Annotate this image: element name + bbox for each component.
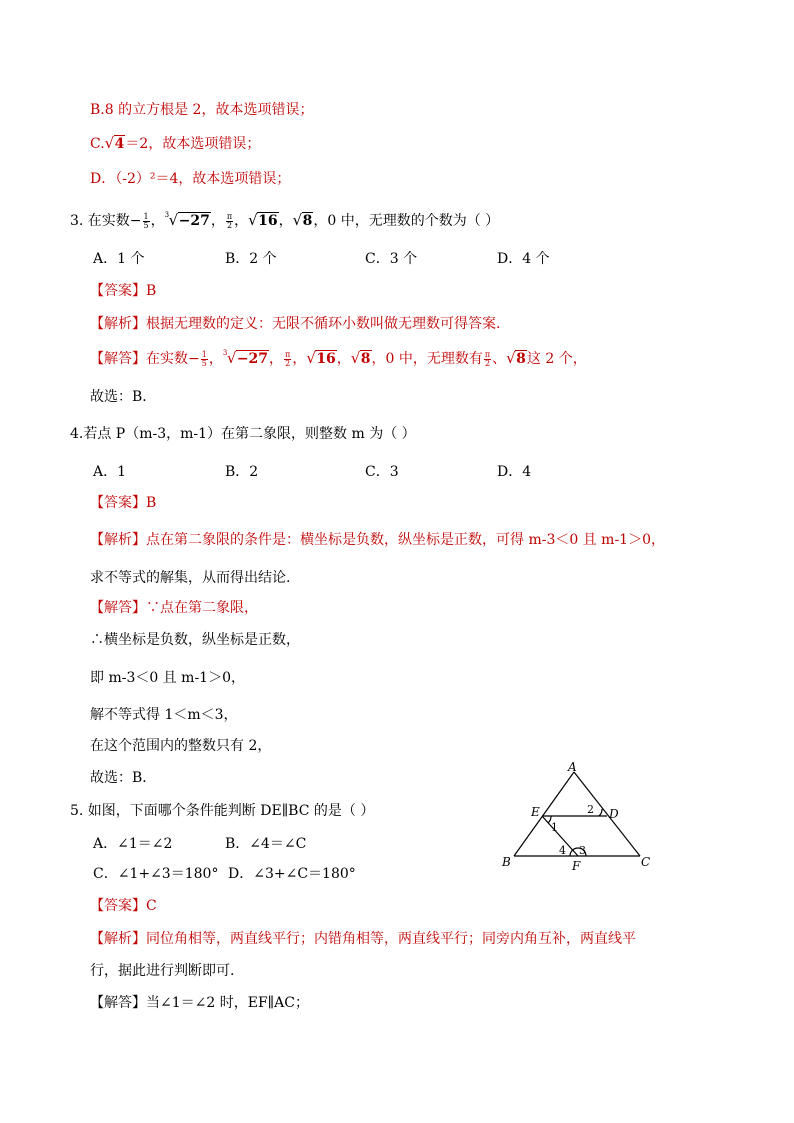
- q3-frac-1-5: [143, 213, 150, 230]
- q3-sol-ans-pi-2: [484, 351, 491, 368]
- q4-solution-2: ∴横坐标是负数，纵坐标是正数，: [90, 632, 300, 648]
- q5-analysis-1: 【解析】同位角相等，两直线平行；内错角相等，两直线平行；同旁内角互补，两直线平: [90, 931, 636, 947]
- q4-answer: 【答案】B: [90, 495, 157, 511]
- frac-den: 5: [143, 220, 149, 230]
- q4-option-b: B．2: [225, 464, 259, 480]
- q4-option-d: D．4: [497, 464, 532, 480]
- label-c: C: [641, 855, 651, 869]
- label-a: A: [568, 760, 577, 774]
- q3-sol-cbrt: 3 √ −27: [227, 349, 269, 369]
- sqrt-4-radicand: 4: [114, 136, 125, 152]
- q5-option-c: C．∠1+∠3＝180°: [93, 866, 219, 882]
- q5-option-a: A．∠1＝∠2: [93, 836, 173, 852]
- pi-num: π: [285, 349, 291, 359]
- cbrt-index: 3: [222, 349, 228, 357]
- q4-solution-5: 在这个范围内的整数只有 2，: [90, 738, 272, 754]
- q3-option-b: B．2 个: [225, 251, 277, 267]
- q4-solution-1: 【解答】∵点在第二象限，: [90, 600, 258, 616]
- q5-analysis-2: 行，据此进行判断即可.: [90, 963, 235, 979]
- angle-arc-2: [599, 809, 602, 816]
- label-b: B: [502, 855, 511, 869]
- sqrt8-radicand: 8: [360, 351, 371, 367]
- pi-num: π: [484, 349, 491, 359]
- q3-sol-pi-2: [284, 351, 291, 368]
- pi-den: 2: [285, 358, 291, 368]
- option-b-explanation: B.8 的立方根是 2，故本选项错误；: [90, 102, 314, 118]
- frac-num: 1: [201, 349, 207, 359]
- q3-suffix: ，0 中，无理数的个数为（ ）: [313, 213, 500, 229]
- q3-question: 3. 在实数− $\frac{1}{5}$ ， 3 √ −27， $\frac{\pi}{2}$ ， √ 16， √ 8，0 中，无理数的个数为（ ）: [70, 211, 499, 231]
- cbrt-radicand: −27: [178, 213, 210, 229]
- option-c-suffix: ＝2，故本选项错误；: [125, 136, 261, 152]
- option-d-explanation: D．（-2）²＝4，故本选项错误；: [90, 171, 291, 187]
- q3-option-d: D．4 个: [497, 251, 550, 267]
- q3-solution: 【解答】在实数− $\frac{1}{5}$ ， 3 √ −27， $\frac{\pi}{2}$ ， √ 16， √ 8，0 中，无理数有 $\frac{\pi}{2}$ 、 √ 8这 2 个，: [90, 349, 587, 369]
- q3-sol-sqrt16: √ 16: [306, 349, 336, 367]
- pi-den: 2: [226, 220, 233, 230]
- frac-den: 5: [201, 358, 207, 368]
- q3-cbrt: 3 √ −27: [169, 211, 211, 231]
- q3-option-a: A．1 个: [93, 251, 145, 267]
- sqrt8-radicand: 8: [302, 213, 313, 229]
- label-f: F: [572, 859, 581, 873]
- option-c-prefix: C.: [90, 136, 105, 152]
- q4-conclusion: 故选：B．: [90, 770, 157, 786]
- q4-option-a: A．1: [93, 464, 127, 480]
- frac-num: 1: [143, 211, 149, 221]
- q4-solution-3: 即 m-3＜0 且 m-1＞0，: [90, 670, 245, 686]
- q4-solution-4: 解不等式得 1＜m＜3，: [90, 707, 238, 723]
- q4-analysis-1: 【解析】点在第二象限的条件是：横坐标是负数，纵坐标是正数，可得 m-3＜0 且 m-1＞0，: [90, 532, 665, 548]
- triangle-figure: [498, 760, 658, 875]
- q3-sol-sqrt8: √ 8: [350, 349, 371, 367]
- q5-question: 5. 如图，下面哪个条件能判断 DE∥BC 的是（ ）: [70, 803, 375, 819]
- q5-answer: 【答案】C: [90, 898, 157, 914]
- q3-sqrt16: √ 16: [248, 211, 278, 229]
- pi-den: 2: [484, 358, 491, 368]
- label-e: E: [531, 805, 540, 819]
- q3-sqrt8: √ 8: [292, 211, 313, 229]
- q3-analysis: 【解析】根据无理数的定义：无限不循环小数叫做无理数可得答案.: [90, 316, 501, 332]
- pi-num: π: [226, 211, 233, 221]
- q4-option-c: C．3: [365, 464, 399, 480]
- q3-answer: 【答案】B: [90, 283, 157, 299]
- q5-option-d: D．∠3+∠C＝180°: [228, 866, 356, 882]
- option-c-explanation: [90, 134, 260, 154]
- q3-option-c: C．3 个: [365, 251, 418, 267]
- q4-question: 4.若点 P（m-3，m-1）在第二象限，则整数 m 为（ ）: [70, 426, 416, 442]
- cbrt-radicand: −27: [236, 351, 269, 367]
- angle-label-2: 2: [587, 803, 594, 816]
- q3-sol-mid: ，0 中，无理数有: [371, 351, 483, 367]
- q5-option-b: B．∠4＝∠C: [225, 836, 307, 852]
- q4-analysis-2: 求不等式的解集，从而得出结论.: [90, 570, 291, 586]
- q3-sol-frac-1-5: [201, 351, 208, 368]
- sqrt16-radicand: 16: [258, 213, 278, 229]
- sqrt8-radicand: 8: [516, 351, 526, 367]
- cbrt-index: 3: [164, 211, 170, 219]
- q3-prefix: 3. 在实数−: [70, 213, 142, 229]
- angle-label-3: 3: [579, 844, 586, 857]
- q3-conclusion: 故选：B．: [90, 389, 157, 405]
- q5-solution: 【解答】当∠1＝∠2 时，EF∥AC；: [90, 995, 309, 1011]
- angle-label-1: 1: [551, 821, 558, 834]
- angle-label-4: 4: [559, 844, 566, 857]
- label-d: D: [609, 807, 619, 821]
- q3-pi-2: [226, 213, 233, 230]
- q3-sol-ans-sqrt8: √ 8: [506, 349, 526, 367]
- sqrt16-radicand: 16: [316, 351, 336, 367]
- sqrt-4: √ 4: [104, 134, 125, 152]
- q3-sol-suffix: 这 2 个，: [526, 351, 587, 367]
- q3-sol-prefix: 【解答】在实数−: [90, 351, 200, 367]
